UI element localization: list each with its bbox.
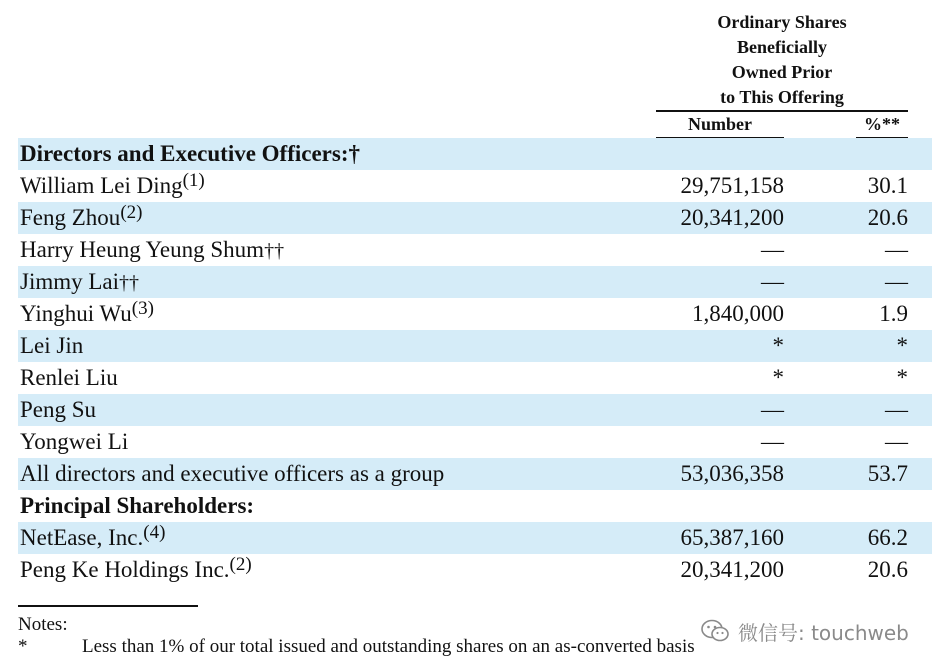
- footnote-ref: (1): [182, 170, 205, 191]
- footnote-ref: (3): [131, 298, 154, 319]
- table-row: [18, 522, 932, 554]
- watermark-text: 微信号: touchweb: [738, 620, 909, 645]
- row-percent: —: [885, 429, 908, 454]
- table-row: [18, 298, 932, 330]
- row-name: Feng Zhou: [20, 205, 121, 230]
- row-percent: 66.2: [867, 525, 908, 550]
- table-row: [18, 170, 932, 202]
- row-name: All directors and executive officers as a group: [20, 461, 445, 486]
- row-percent: —: [885, 269, 908, 294]
- table-row: [18, 202, 932, 234]
- table-row-group-total: [18, 458, 932, 490]
- row-percent: 30.1: [867, 173, 908, 198]
- table-row: [18, 266, 932, 298]
- row-number: 20,341,200: [680, 557, 784, 582]
- footnote-ref: (2): [229, 554, 252, 575]
- row-percent: *: [896, 365, 908, 390]
- row-percent: —: [885, 237, 908, 262]
- row-name: Yongwei Li: [20, 429, 129, 454]
- row-number: —: [761, 397, 784, 422]
- row-percent: 20.6: [867, 205, 908, 230]
- row-number: —: [761, 237, 784, 262]
- column-group-header: [656, 10, 908, 110]
- section-header-directors: [18, 138, 932, 170]
- notes-title: Notes:: [18, 614, 68, 635]
- header-line: Owned Prior: [731, 62, 833, 82]
- row-name: Jimmy Lai: [20, 269, 120, 294]
- header-line: Beneficially: [737, 37, 827, 57]
- row-number: 53,036,358: [680, 461, 784, 486]
- row-name: NetEase, Inc.: [20, 525, 144, 550]
- section-title: Directors and Executive Officers:†: [20, 141, 361, 166]
- section-title: Principal Shareholders:: [20, 493, 255, 518]
- notes-divider: [18, 605, 198, 607]
- table-row: [18, 426, 932, 458]
- table-row: [18, 330, 932, 362]
- row-name: Renlei Liu: [20, 365, 118, 390]
- row-percent: 53.7: [867, 461, 908, 486]
- row-name: Lei Jin: [20, 333, 84, 358]
- footnote-text: Less than 1% of our total issued and outstanding shares on an as-converted basis: [82, 636, 695, 657]
- row-number: —: [761, 269, 784, 294]
- footnote-ref: (2): [120, 202, 143, 223]
- header-line: to This Offering: [720, 87, 844, 107]
- column-header-percent: %**: [864, 114, 900, 134]
- row-percent: —: [885, 397, 908, 422]
- table-row: [18, 394, 932, 426]
- table-row: [18, 362, 932, 394]
- header-line: Ordinary Shares: [717, 12, 847, 32]
- footnote-mark: *: [18, 636, 28, 657]
- row-number: 65,387,160: [680, 525, 784, 550]
- footnote-ref: (4): [143, 522, 166, 543]
- row-number: *: [772, 333, 784, 358]
- table-row: [18, 554, 932, 586]
- row-name: Yinghui Wu: [20, 301, 132, 326]
- row-name: Harry Heung Yeung Shum: [20, 237, 265, 262]
- section-header-principal: [18, 490, 932, 522]
- row-name: Peng Su: [20, 397, 97, 422]
- row-name: Peng Ke Holdings Inc.: [20, 557, 230, 582]
- row-percent: 1.9: [879, 301, 908, 326]
- row-number: *: [772, 365, 784, 390]
- table-row: [18, 234, 932, 266]
- column-header-number: Number: [688, 114, 752, 134]
- footnote-ref: ††: [119, 272, 140, 294]
- row-number: 29,751,158: [680, 173, 784, 198]
- row-percent: *: [896, 333, 908, 358]
- row-number: 20,341,200: [680, 205, 784, 230]
- footnote: [18, 636, 778, 658]
- watermark: [700, 616, 909, 646]
- wechat-icon: [700, 618, 730, 644]
- row-name: William Lei Ding: [20, 173, 183, 198]
- row-percent: 20.6: [867, 557, 908, 582]
- row-number: —: [761, 429, 784, 454]
- row-number: 1,840,000: [692, 301, 784, 326]
- footnote-ref: ††: [264, 240, 285, 262]
